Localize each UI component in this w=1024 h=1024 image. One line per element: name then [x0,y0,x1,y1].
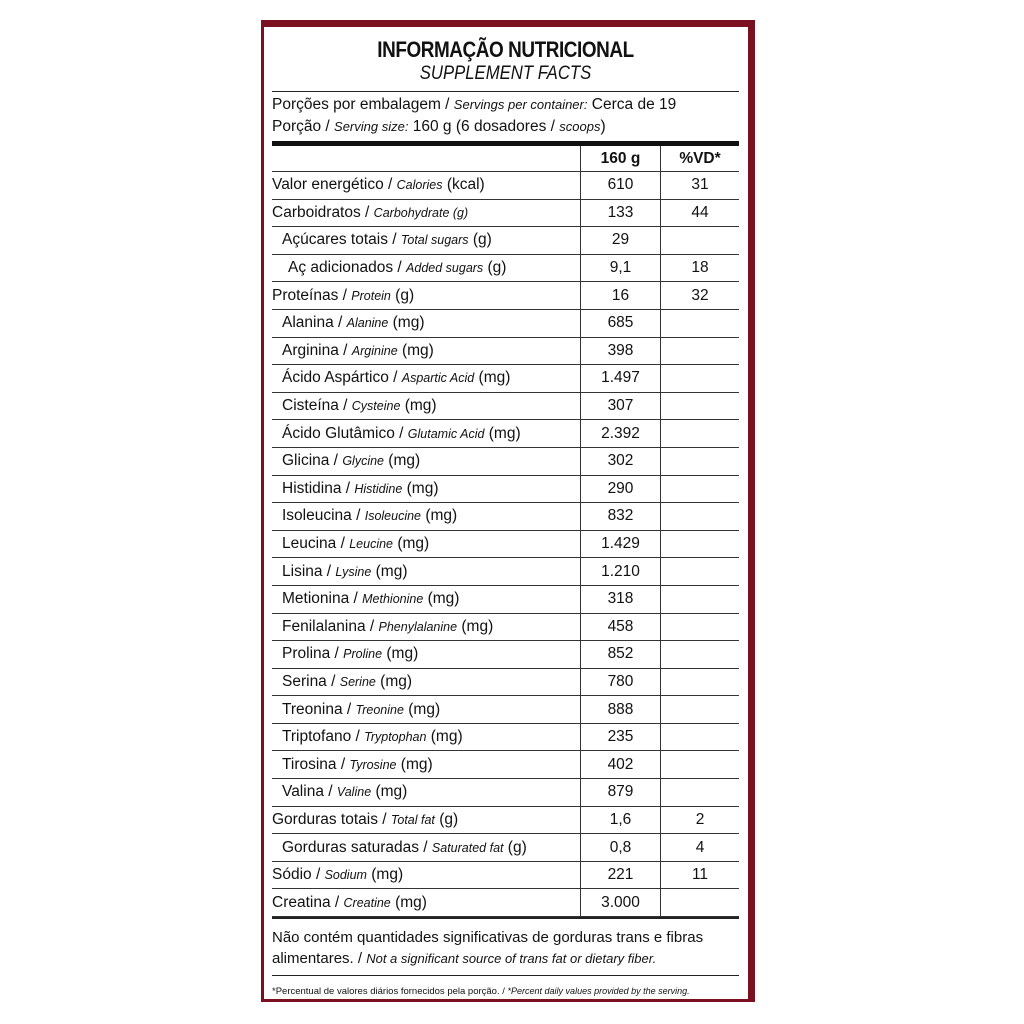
table-row [272,641,739,669]
table-row [272,806,739,834]
nutrient-dv [661,503,740,531]
table-row [272,254,739,282]
nutrient-name: Sódio / Sodium (mg) [272,861,581,889]
table-row [272,365,739,393]
nutrient-amount: 3.000 [581,889,661,917]
nutrient-name: Alanina / Alanine (mg) [272,309,581,337]
nutrient-name: Histidina / Histidine (mg) [272,475,581,503]
nutrient-dv [661,309,740,337]
table-row [272,172,739,200]
nutrient-dv [661,613,740,641]
nutrient-dv: 31 [661,172,740,200]
nutrient-name: Arginina / Arginine (mg) [272,337,581,365]
label-subtitle: SUPPLEMENT FACTS [419,63,592,84]
nutrient-name: Fenilalanina / Phenylalanine (mg) [272,613,581,641]
nutrient-dv [661,585,740,613]
nutrient-dv [661,751,740,779]
header-blank-cell [272,146,581,172]
nutrient-amount: 398 [581,337,661,365]
table-row [272,309,739,337]
nutrient-dv [661,779,740,807]
nutrient-dv [661,889,740,917]
nutrient-name: Glicina / Glycine (mg) [272,447,581,475]
table-row [272,530,739,558]
nutrient-dv [661,530,740,558]
nutrient-name: Serina / Serine (mg) [272,668,581,696]
table-row [272,696,739,724]
nutrient-name: Treonina / Treonine (mg) [272,696,581,724]
nutrient-dv: 44 [661,199,740,227]
table-row [272,475,739,503]
serving-info [272,92,739,141]
table-row [272,392,739,420]
label-inner [272,37,739,998]
nutrient-amount: 16 [581,282,661,310]
nutrient-amount: 9,1 [581,254,661,282]
nutrient-amount: 610 [581,172,661,200]
nutrient-amount: 302 [581,447,661,475]
nutrient-dv [661,668,740,696]
nutrient-dv: 2 [661,806,740,834]
nutrient-amount: 235 [581,723,661,751]
table-row [272,227,739,255]
nutrient-dv: 18 [661,254,740,282]
nutrient-name: Ácido Aspártico / Aspartic Acid (mg) [272,365,581,393]
nutrient-name: Metionina / Methionine (mg) [272,585,581,613]
nutrient-amount: 318 [581,585,661,613]
table-header-row [272,146,739,172]
daily-value-footnote: *Percentual de valores diários fornecidos pela porção. / *Percent daily values provided by the serving. [272,986,690,998]
nutrient-name: Açúcares totais / Total sugars (g) [272,227,581,255]
table-row [272,282,739,310]
table-row [272,613,739,641]
table-row [272,779,739,807]
table-row [272,723,739,751]
table-row [272,751,739,779]
nutrient-name: Aç adicionados / Added sugars (g) [272,254,581,282]
nutrient-name: Triptofano / Tryptophan (mg) [272,723,581,751]
nutrient-amount: 402 [581,751,661,779]
nutrient-amount: 2.392 [581,420,661,448]
nutrient-amount: 852 [581,641,661,669]
nutrient-dv [661,447,740,475]
nutrient-name: Prolina / Proline (mg) [272,641,581,669]
nutrient-amount: 879 [581,779,661,807]
nutrient-amount: 1.497 [581,365,661,393]
table-row [272,889,739,917]
table-row [272,447,739,475]
nutrient-amount: 221 [581,861,661,889]
servings-per-container: Porções por embalagem / Servings per container: Cerca de 19 [272,96,677,113]
header-dv: %VD* [661,146,740,172]
table-row [272,861,739,889]
nutrient-amount: 1.429 [581,530,661,558]
nutrient-dv [661,558,740,586]
label-title: INFORMAÇÃO NUTRICIONAL [377,37,634,62]
table-row [272,337,739,365]
nutrient-dv [661,337,740,365]
nutrient-name: Valor energético / Calories (kcal) [272,172,581,200]
table-row [272,420,739,448]
serving-size: Porção / Serving size: 160 g (6 dosadores / scoops) [272,118,606,135]
header-amount: 160 g [581,146,661,172]
nutrition-label [261,20,755,1002]
nutrient-name: Proteínas / Protein (g) [272,282,581,310]
nutrient-name: Ácido Glutâmico / Glutamic Acid (mg) [272,420,581,448]
nutrient-amount: 1.210 [581,558,661,586]
nutrition-table [272,146,739,917]
nutrient-dv [661,392,740,420]
nutrient-name: Lisina / Lysine (mg) [272,558,581,586]
nutrient-name: Leucina / Leucine (mg) [272,530,581,558]
nutrient-amount: 0,8 [581,834,661,862]
table-row [272,503,739,531]
table-row [272,668,739,696]
nutrient-name: Cisteína / Cysteine (mg) [272,392,581,420]
table-row [272,199,739,227]
nutrient-dv: 32 [661,282,740,310]
nutrient-amount: 832 [581,503,661,531]
nutrient-amount: 1,6 [581,806,661,834]
trans-fat-note: Não contém quantidades significativas de gorduras trans e fibras alimentares. / Not a significant source of trans fat or dietary fiber. [272,929,704,968]
nutrient-dv [661,696,740,724]
nutrient-dv [661,475,740,503]
nutrient-dv [661,227,740,255]
nutrient-amount: 458 [581,613,661,641]
nutrient-amount: 290 [581,475,661,503]
nutrient-name: Gorduras totais / Total fat (g) [272,806,581,834]
nutrient-name: Creatina / Creatine (mg) [272,889,581,917]
table-row [272,558,739,586]
nutrient-dv [661,420,740,448]
nutrient-name: Valina / Valine (mg) [272,779,581,807]
nutrient-name: Isoleucina / Isoleucine (mg) [272,503,581,531]
nutrient-dv: 4 [661,834,740,862]
table-row [272,585,739,613]
nutrient-name: Gorduras saturadas / Saturated fat (g) [272,834,581,862]
nutrient-name: Tirosina / Tyrosine (mg) [272,751,581,779]
nutrient-amount: 685 [581,309,661,337]
table-row [272,834,739,862]
nutrient-dv [661,723,740,751]
nutrient-amount: 307 [581,392,661,420]
nutrient-amount: 888 [581,696,661,724]
nutrient-dv: 11 [661,861,740,889]
nutrient-dv [661,365,740,393]
nutrient-amount: 29 [581,227,661,255]
nutrient-amount: 780 [581,668,661,696]
nutrient-amount: 133 [581,199,661,227]
nutrient-dv [661,641,740,669]
nutrient-name: Carboidratos / Carbohydrate (g) [272,199,581,227]
